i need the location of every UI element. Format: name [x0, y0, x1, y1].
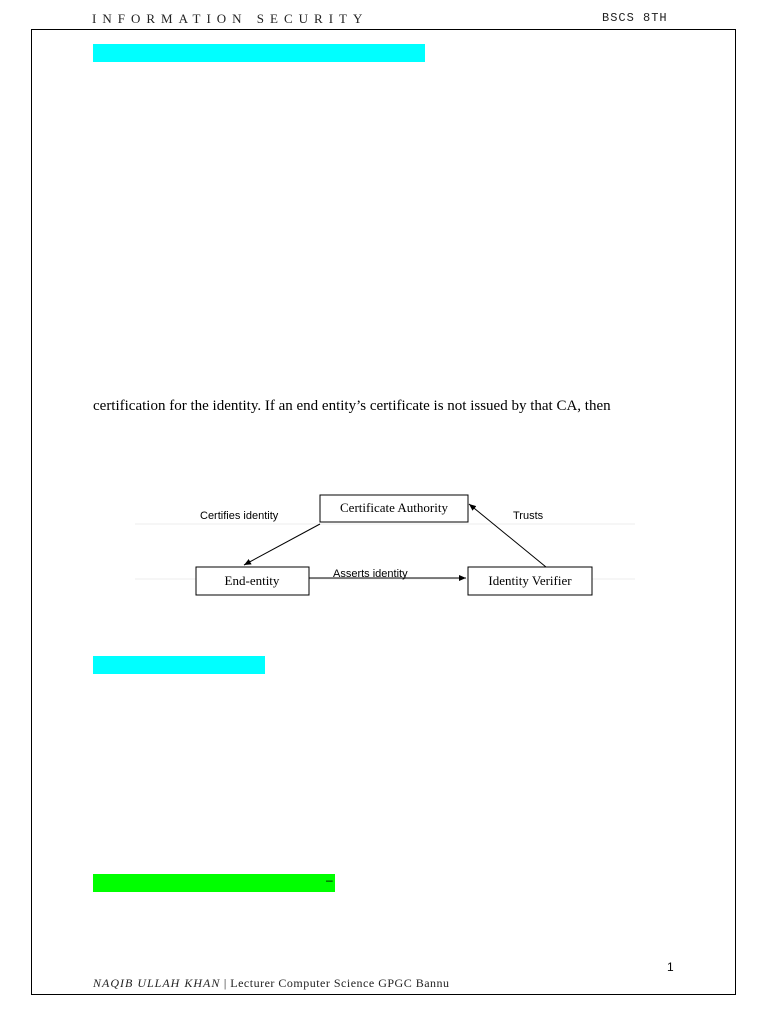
footer-author: NAQIB ULLAH KHAN — [93, 976, 221, 990]
document-header-course: BSCS 8TH — [602, 11, 668, 25]
certificate-authority-label: Certificate Authority — [340, 500, 448, 515]
trailing-dash: – — [326, 873, 333, 887]
certifies-arrow — [244, 524, 320, 565]
body-paragraph-line: certification for the identity. If an end entity’s certificate is not issued by that CA, then — [93, 398, 611, 414]
pki-trust-diagram — [130, 490, 640, 605]
identity-verifier-label: Identity Verifier — [488, 573, 572, 588]
end-entity-label: End-entity — [224, 573, 280, 588]
footer-separator: | — [223, 976, 227, 990]
trusts-label: Trusts — [513, 510, 544, 522]
highlight-bar-bottom — [93, 874, 335, 892]
page-number: 1 — [667, 960, 674, 974]
highlight-bar-middle — [93, 656, 265, 674]
highlight-bar-top — [93, 44, 425, 62]
certifies-identity-label: Certifies identity — [200, 510, 279, 522]
footer-role: Lecturer Computer Science GPGC Bannu — [230, 976, 450, 990]
asserts-identity-label: Asserts identity — [333, 568, 408, 580]
footer — [93, 976, 450, 991]
document-header-title: INFORMATION SECURITY — [92, 11, 369, 26]
